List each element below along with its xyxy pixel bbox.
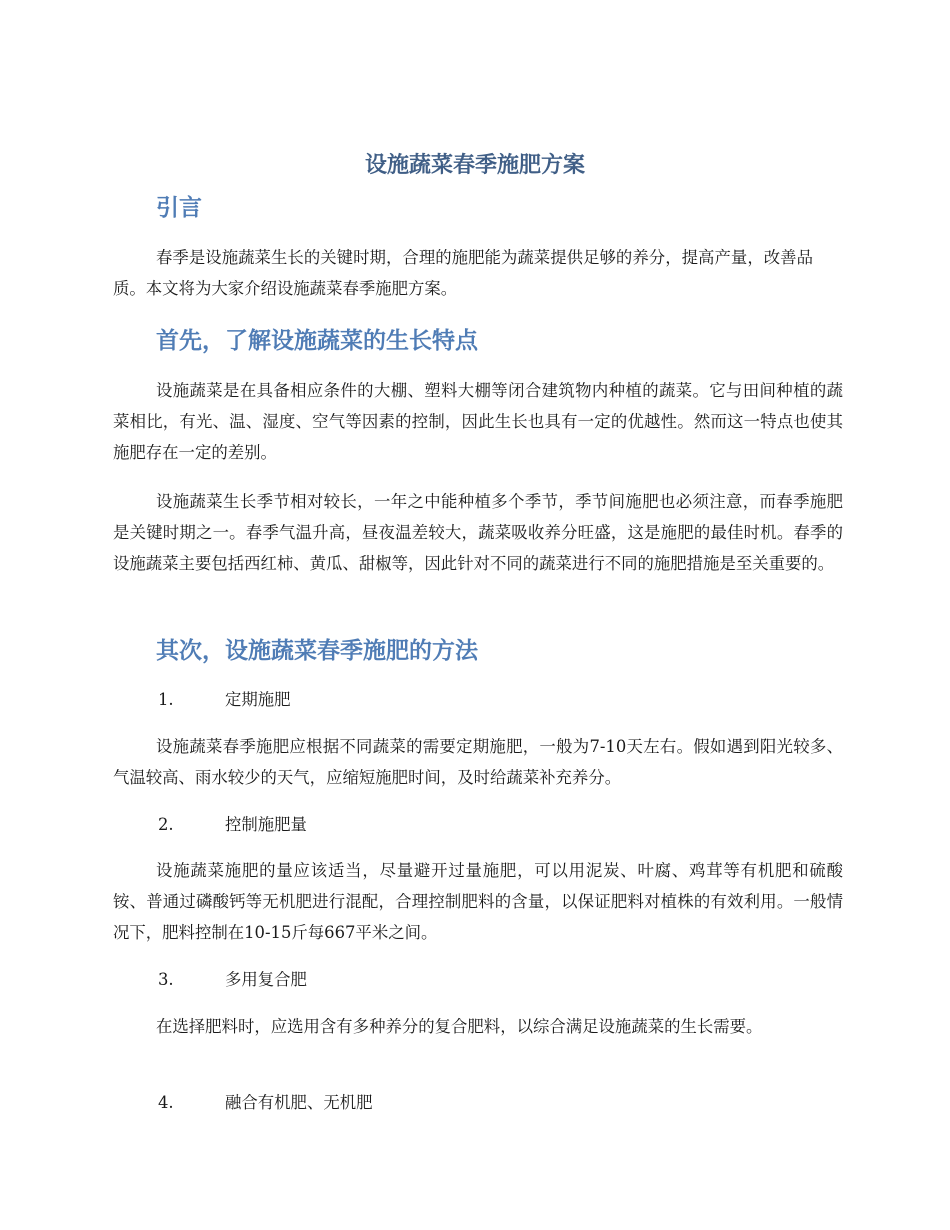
list-number: 3. xyxy=(158,970,174,989)
list-label: 多用复合肥 xyxy=(225,970,307,989)
list-number: 2. xyxy=(158,815,174,834)
list-label: 定期施肥 xyxy=(225,690,291,709)
document-title: 设施蔬菜春季施肥方案 xyxy=(364,153,585,178)
list-label: 控制施肥量 xyxy=(225,815,307,834)
list-label: 融合有机肥、无机肥 xyxy=(225,1093,373,1112)
section-heading-intro: 引言 xyxy=(156,195,202,221)
paragraph-growth-1: 设施蔬菜是在具备相应条件的大棚、塑料大棚等闭合建筑物内种植的蔬菜。它与田间种植的蔬菜相比，有光、温、湿度、空气等因素的控制，因此生长也具有一定的优越性。然而这一特点也使其施肥存在一定的差别。 xyxy=(113,381,843,462)
list-item-4 xyxy=(158,1091,373,1115)
paragraph-method-3: 在选择肥料时，应选用含有多种养分的复合肥料，以综合满足设施蔬菜的生长需要。 xyxy=(156,1017,763,1036)
section-heading-growth-characteristics: 首先，了解设施蔬菜的生长特点 xyxy=(156,328,478,354)
list-item-3 xyxy=(158,968,307,992)
paragraph-method-2: 设施蔬菜施肥的量应该适当，尽量避开过量施肥，可以用泥炭、叶腐、鸡茸等有机肥和硫酸铵、普通过磷酸钙等无机肥进行混配，合理控制肥料的含量，以保证肥料对植株的有效利用。一般情况下，肥料控制在10-15斤每667平米之间。 xyxy=(113,861,843,942)
list-number: 4. xyxy=(158,1093,174,1112)
paragraph-growth-2: 设施蔬菜生长季节相对较长，一年之中能种植多个季节，季节间施肥也必须注意，而春季施肥是关键时期之一。春季气温升高，昼夜温差较大，蔬菜吸收养分旺盛，这是施肥的最佳时机。春季的设施蔬菜主要包括西红柿、黄瓜、甜椒等，因此针对不同的蔬菜进行不同的施肥措施是至关重要的。 xyxy=(113,492,843,573)
list-item-2 xyxy=(158,813,307,837)
list-number: 1. xyxy=(158,690,174,709)
paragraph-intro: 春季是设施蔬菜生长的关键时期，合理的施肥能为蔬菜提供足够的养分，提高产量，改善品质。本文将为大家介绍设施蔬菜春季施肥方案。 xyxy=(113,248,813,298)
list-item-1 xyxy=(158,688,291,712)
section-heading-methods: 其次，设施蔬菜春季施肥的方法 xyxy=(156,638,478,664)
paragraph-method-1: 设施蔬菜春季施肥应根据不同蔬菜的需要定期施肥，一般为7-10天左右。假如遇到阳光较多、气温较高、雨水较少的天气，应缩短施肥时间，及时给蔬菜补充养分。 xyxy=(113,737,843,787)
